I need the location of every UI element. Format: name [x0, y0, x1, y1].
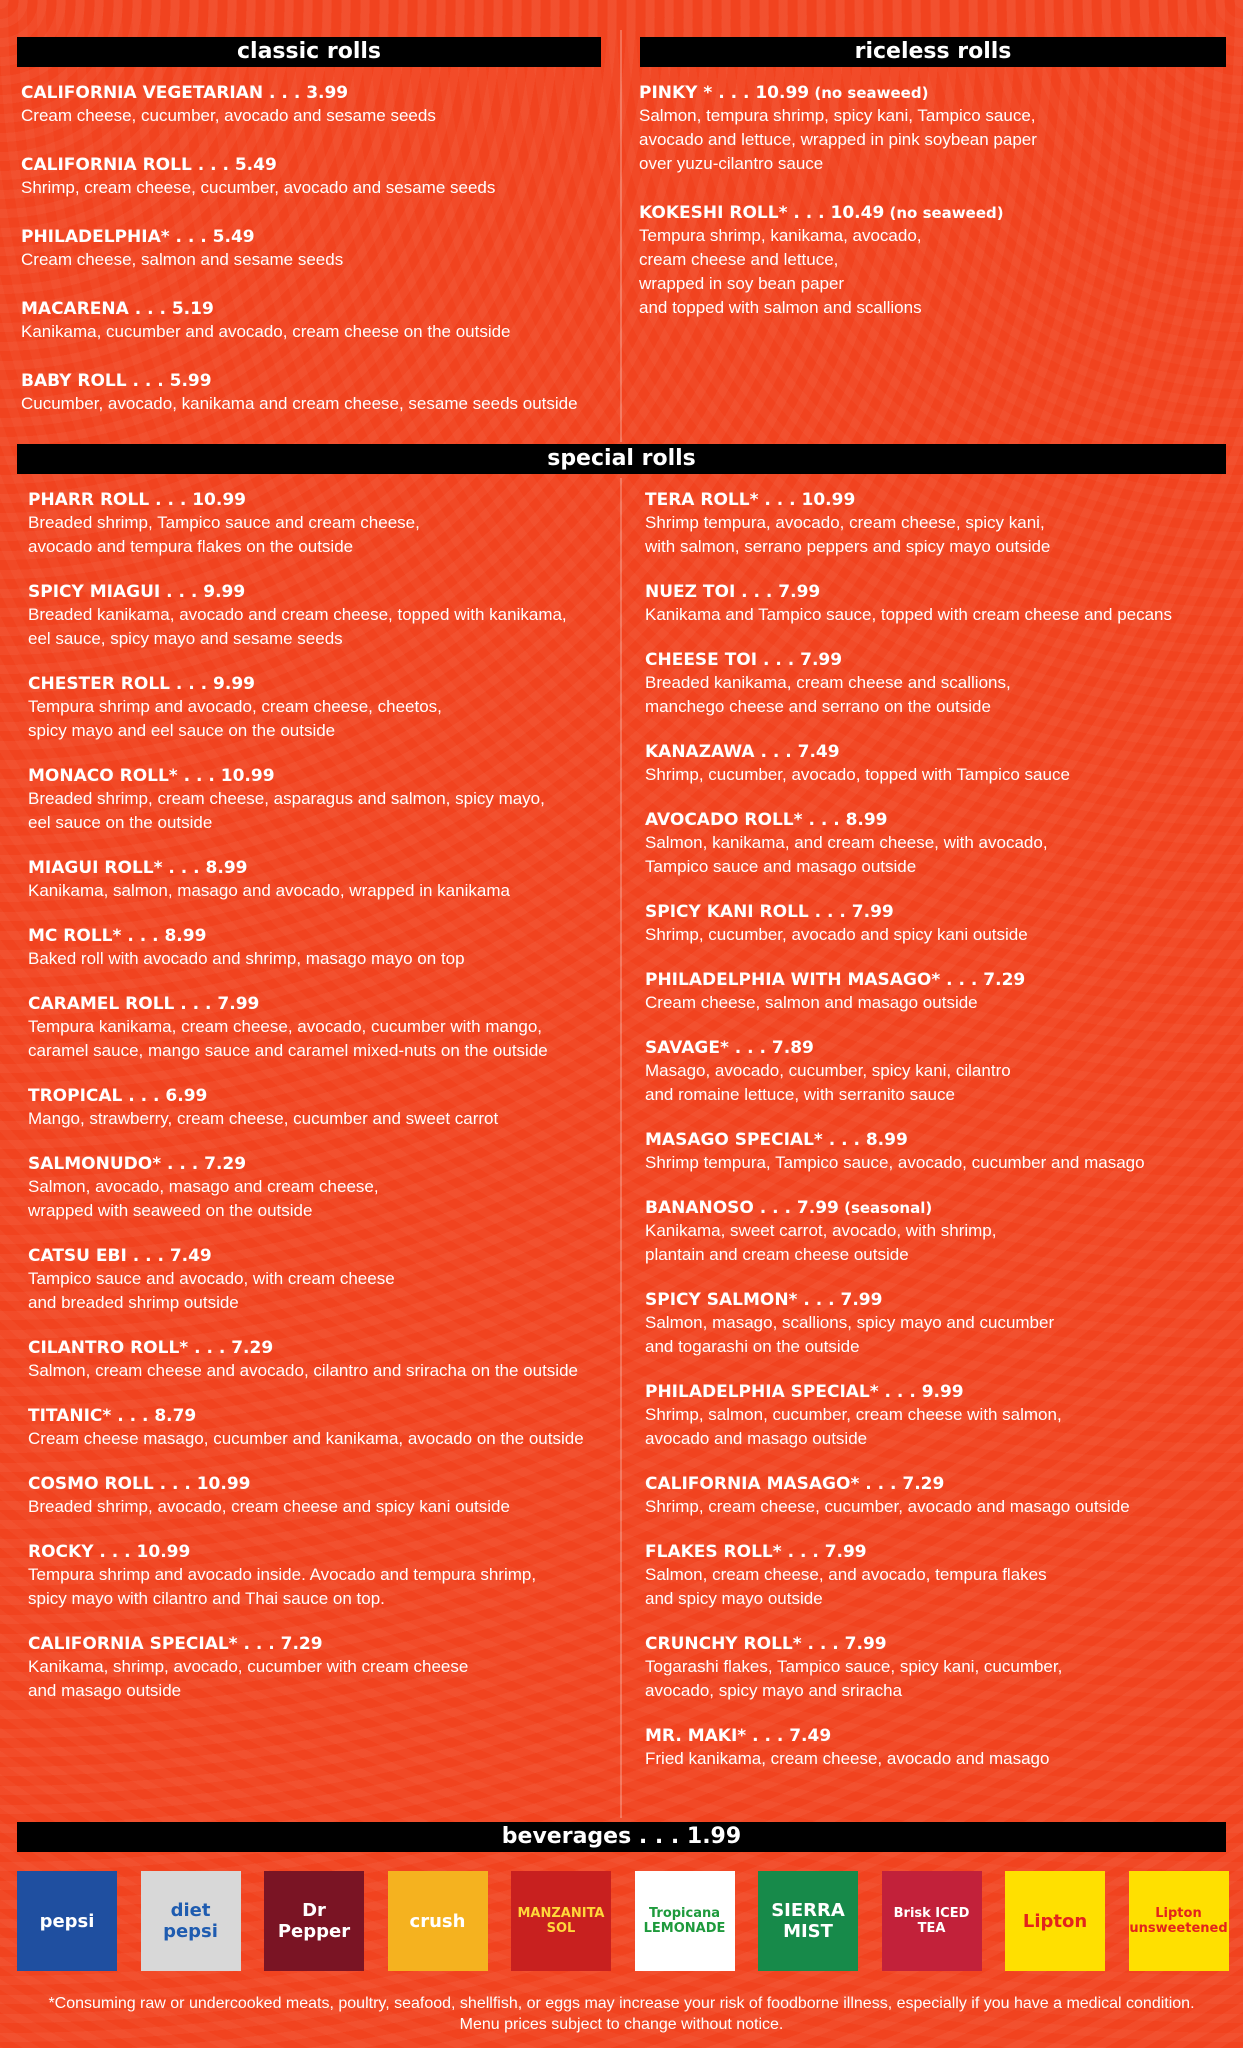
menu-item-title	[28, 1245, 618, 1267]
menu-item-description: Salmon, avocado, masago and cream cheese, wrapped with seaweed on the outside	[28, 1177, 379, 1220]
menu-item-name-price: CALIFORNIA SPECIAL* . . . 7.29	[28, 1634, 323, 1654]
special-divider	[620, 478, 622, 1818]
menu-item-name-price: MC ROLL* . . . 8.99	[28, 926, 207, 946]
menu-item-name-price: KOKESHI ROLL* . . . 10.49	[639, 203, 885, 223]
menu-item-description: Salmon, masago, scallions, spicy mayo and cucumber and togarashi on the outside	[645, 1313, 1055, 1356]
menu-item-note: (seasonal)	[838, 1199, 933, 1217]
menu-item-description: Shrimp tempura, Tampico sauce, avocado, cucumber and masago	[645, 1153, 1145, 1172]
menu-item-description: Breaded shrimp, cream cheese, asparagus and salmon, spicy mayo, eel sauce on the outside	[28, 789, 545, 832]
menu-item-description: Kanikama and Tampico sauce, topped with cream cheese and pecans	[645, 605, 1173, 624]
menu-item	[645, 1473, 1235, 1519]
menu-item	[28, 765, 618, 835]
menu-item-title	[639, 202, 1219, 224]
menu-item-description: Mango, strawberry, cream cheese, cucumber and sweet carrot	[28, 1109, 499, 1128]
menu-item-name-price: CHESTER ROLL . . . 9.99	[28, 674, 255, 694]
menu-item	[645, 1541, 1235, 1611]
menu-item	[645, 1197, 1235, 1267]
menu-item-description: Breaded kanikama, avocado and cream cheese, topped with kanikama, eel sauce, spicy mayo and sesame seeds	[28, 605, 567, 648]
menu-item	[28, 673, 618, 743]
special-rolls-header: special rolls	[17, 444, 1226, 474]
beverages-header: beverages . . . 1.99	[17, 1822, 1226, 1852]
menu-item-description: Fried kanikama, cream cheese, avocado and masago	[645, 1749, 1050, 1768]
tropicana-lemonade-logo: Tropicana LEMONADE	[635, 1871, 735, 1971]
menu-item-description: Cream cheese masago, cucumber and kanikama, avocado on the outside	[28, 1429, 584, 1448]
menu-item	[645, 1633, 1235, 1703]
menu-item-title	[639, 82, 1219, 104]
menu-item-title	[645, 581, 1235, 603]
menu-item-title	[28, 1085, 618, 1107]
menu-item-name-price: PINKY * . . . 10.99	[639, 83, 810, 103]
menu-item	[645, 1129, 1235, 1175]
menu-item-description: Tempura shrimp, kanikama, avocado, cream cheese and lettuce, wrapped in soy bean paper and topped with salmon and scallions	[639, 226, 922, 317]
menu-item-title	[645, 489, 1235, 511]
menu-item-description: Togarashi flakes, Tampico sauce, spicy kani, cucumber, avocado, spicy mayo and sriracha	[645, 1657, 1063, 1700]
menu-item-title	[645, 1037, 1235, 1059]
menu-item-description: Shrimp, cucumber, avocado and spicy kani outside	[645, 925, 1028, 944]
beverage-logos	[17, 1871, 1227, 1971]
lipton-logo: Lipton	[1005, 1871, 1105, 1971]
price-notice-line: Menu prices subject to change without notice.	[459, 2016, 784, 2033]
menu-item	[28, 1473, 618, 1519]
menu-item	[645, 901, 1235, 947]
menu-item-title	[645, 901, 1235, 923]
classic-rolls-list	[21, 82, 611, 442]
sierra-mist-logo: SIERRA MIST	[758, 1871, 858, 1971]
menu-item-name-price: COSMO ROLL . . . 10.99	[28, 1474, 251, 1494]
menu-item-description: Salmon, cream cheese, and avocado, tempura flakes and spicy mayo outside	[645, 1565, 1047, 1608]
menu-item-description: Shrimp, salmon, cucumber, cream cheese with salmon, avocado and masago outside	[645, 1405, 1062, 1448]
footer-disclaimer	[0, 1993, 1243, 2035]
menu-item-description: Baked roll with avocado and shrimp, masago mayo on top	[28, 949, 465, 968]
menu-item	[645, 581, 1235, 627]
menu-item-title	[645, 1129, 1235, 1151]
menu-item-name-price: MIAGUI ROLL* . . . 8.99	[28, 858, 248, 878]
menu-item-title	[21, 226, 611, 248]
menu-item	[645, 1725, 1235, 1771]
menu-item-description: Breaded kanikama, cream cheese and scallions, manchego cheese and serrano on the outside	[645, 673, 1011, 716]
riceless-rolls-list	[639, 82, 1219, 346]
menu-item-description: Kanikama, shrimp, avocado, cucumber with cream cheese and masago outside	[28, 1657, 469, 1700]
manzanita-sol-logo: MANZANITA SOL	[511, 1871, 611, 1971]
classic-rolls-header: classic rolls	[17, 37, 601, 67]
menu-item-description: Tempura shrimp and avocado, cream cheese, cheetos, spicy mayo and eel sauce on the outside	[28, 697, 442, 740]
menu-item-title	[28, 1405, 618, 1427]
menu-item-title	[28, 581, 618, 603]
menu-item	[28, 1085, 618, 1131]
menu-item-title	[28, 1337, 618, 1359]
menu-item-name-price: CARAMEL ROLL . . . 7.99	[28, 994, 260, 1014]
menu-item-description: Shrimp, cream cheese, cucumber, avocado and masago outside	[645, 1497, 1130, 1516]
menu-item-description: Salmon, kanikama, and cream cheese, with avocado, Tampico sauce and masago outside	[645, 833, 1048, 876]
menu-item-description: Breaded shrimp, Tampico sauce and cream cheese, avocado and tempura flakes on the outside	[28, 513, 420, 556]
menu-item-name-price: SPICY KANI ROLL . . . 7.99	[645, 902, 894, 922]
menu-item	[645, 1289, 1235, 1359]
brisk-logo: Brisk ICED TEA	[882, 1871, 982, 1971]
menu-item-name-price: PHILADELPHIA SPECIAL* . . . 9.99	[645, 1382, 964, 1402]
menu-item-name-price: PHARR ROLL . . . 10.99	[28, 490, 246, 510]
menu-item-name-price: MASAGO SPECIAL* . . . 8.99	[645, 1130, 908, 1150]
menu-item	[639, 202, 1219, 320]
menu-item	[28, 925, 618, 971]
menu-item-name-price: FLAKES ROLL* . . . 7.99	[645, 1542, 867, 1562]
menu-item	[28, 1153, 618, 1223]
menu-item-name-price: KANAZAWA . . . 7.49	[645, 742, 840, 762]
menu-item-name-price: PHILADELPHIA* . . . 5.49	[21, 227, 255, 247]
menu-item-title	[645, 1289, 1235, 1311]
menu-item-title	[645, 649, 1235, 671]
menu-item	[28, 1541, 618, 1611]
menu-item	[645, 809, 1235, 879]
menu-item-description: Kanikama, sweet carrot, avocado, with shrimp, plantain and cream cheese outside	[645, 1221, 997, 1264]
diet-pepsi-logo: diet pepsi	[141, 1871, 241, 1971]
menu-item-name-price: BABY ROLL . . . 5.99	[21, 371, 212, 391]
menu-item-title	[28, 925, 618, 947]
menu-item	[28, 993, 618, 1063]
menu-item-description: Cream cheese, salmon and sesame seeds	[21, 250, 344, 269]
menu-item	[28, 1633, 618, 1703]
menu-item-name-price: BANANOSO . . . 7.99	[645, 1198, 839, 1218]
menu-item-name-price: CALIFORNIA ROLL . . . 5.49	[21, 155, 277, 175]
menu-item-name-price: TROPICAL . . . 6.99	[28, 1086, 208, 1106]
menu-item-title	[645, 969, 1235, 991]
special-rolls-left-list	[28, 489, 618, 1725]
menu-item-title	[645, 1541, 1235, 1563]
dr-pepper-logo: Dr Pepper	[264, 1871, 364, 1971]
menu-item	[645, 969, 1235, 1015]
menu-item-name-price: CATSU EBI . . . 7.49	[28, 1246, 212, 1266]
menu-item-name-price: NUEZ TOI . . . 7.99	[645, 582, 821, 602]
menu-item-description: Shrimp, cucumber, avocado, topped with Tampico sauce	[645, 765, 1070, 784]
lipton-unsweetened-logo: Lipton unsweetened	[1129, 1871, 1229, 1971]
menu-item-title	[21, 298, 611, 320]
riceless-rolls-header: riceless rolls	[640, 37, 1226, 67]
menu-item-name-price: SAVAGE* . . . 7.89	[645, 1038, 814, 1058]
menu-item-name-price: CHEESE TOI . . . 7.99	[645, 650, 843, 670]
menu-item-name-price: SPICY MIAGUI . . . 9.99	[28, 582, 246, 602]
menu-item-title	[21, 154, 611, 176]
menu-item	[645, 489, 1235, 559]
disclaimer-line: *Consuming raw or undercooked meats, poultry, seafood, shellfish, or eggs may increase your risk of foodborne illness, especially if you have a medical condition.	[48, 1995, 1195, 2012]
menu-item-title	[645, 1725, 1235, 1747]
menu-item-note: (no seaweed)	[809, 84, 929, 102]
menu-item-title	[645, 1381, 1235, 1403]
menu-item-title	[645, 741, 1235, 763]
menu-item	[28, 581, 618, 651]
menu-item-name-price: TERA ROLL* . . . 10.99	[645, 490, 856, 510]
column-divider	[620, 30, 622, 442]
menu-item-name-price: CILANTRO ROLL* . . . 7.29	[28, 1338, 274, 1358]
menu-item	[21, 154, 611, 200]
menu-item-title	[21, 370, 611, 392]
menu-item	[639, 82, 1219, 176]
menu-item	[21, 298, 611, 344]
menu-item-title	[28, 489, 618, 511]
menu-item-title	[28, 993, 618, 1015]
menu-item-name-price: SALMONUDO* . . . 7.29	[28, 1154, 247, 1174]
menu-item-name-price: PHILADELPHIA WITH MASAGO* . . . 7.29	[645, 970, 1026, 990]
menu-item	[21, 226, 611, 272]
menu-item-title	[645, 1473, 1235, 1495]
menu-item-name-price: TITANIC* . . . 8.79	[28, 1406, 197, 1426]
special-rolls-right-list	[645, 489, 1235, 1793]
menu-item	[645, 1037, 1235, 1107]
menu-item	[645, 1381, 1235, 1451]
menu-item	[28, 1245, 618, 1315]
menu-item-description: Cream cheese, salmon and masago outside	[645, 993, 978, 1012]
menu-item	[28, 489, 618, 559]
menu-item-title	[28, 1541, 618, 1563]
menu-item-description: Shrimp tempura, avocado, cream cheese, spicy kani, with salmon, serrano peppers and spicy mayo outside	[645, 513, 1051, 556]
menu-item-description: Cream cheese, cucumber, avocado and sesame seeds	[21, 106, 436, 125]
menu-item	[28, 1405, 618, 1451]
pepsi-logo: pepsi	[17, 1871, 117, 1971]
crush-logo: crush	[388, 1871, 488, 1971]
menu-item-description: Salmon, cream cheese and avocado, cilantro and sriracha on the outside	[28, 1361, 578, 1380]
menu-item-description: Tempura shrimp and avocado inside. Avocado and tempura shrimp, spicy mayo with cilantro and Thai sauce on top.	[28, 1565, 537, 1608]
menu-item-title	[21, 82, 611, 104]
menu-item-description: Salmon, tempura shrimp, spicy kani, Tampico sauce, avocado and lettuce, wrapped in pink soybean paper over yuzu-cilantro sauce	[639, 106, 1037, 173]
menu-item-name-price: SPICY SALMON* . . . 7.99	[645, 1290, 883, 1310]
menu-item-description: Kanikama, cucumber and avocado, cream cheese on the outside	[21, 322, 511, 341]
menu-item-title	[645, 1197, 1235, 1219]
menu-item-description: Tempura kanikama, cream cheese, avocado, cucumber with mango, caramel sauce, mango sauce and caramel mixed-nuts on the outside	[28, 1017, 548, 1060]
menu-item-name-price: CRUNCHY ROLL* . . . 7.99	[645, 1634, 887, 1654]
menu-item	[645, 741, 1235, 787]
menu-item-name-price: AVOCADO ROLL* . . . 8.99	[645, 810, 888, 830]
menu-item-description: Tampico sauce and avocado, with cream cheese and breaded shrimp outside	[28, 1269, 395, 1312]
menu-item-name-price: CALIFORNIA VEGETARIAN . . . 3.99	[21, 83, 349, 103]
menu-item	[645, 649, 1235, 719]
menu-item-title	[28, 1633, 618, 1655]
menu-item-name-price: ROCKY . . . 10.99	[28, 1542, 191, 1562]
menu-item-name-price: MONACO ROLL* . . . 10.99	[28, 766, 275, 786]
menu-item-title	[28, 673, 618, 695]
menu-item-description: Masago, avocado, cucumber, spicy kani, cilantro and romaine lettuce, with serranito sauce	[645, 1061, 1011, 1104]
menu-item-title	[645, 809, 1235, 831]
menu-item-title	[28, 765, 618, 787]
menu-item-description: Cucumber, avocado, kanikama and cream cheese, sesame seeds outside	[21, 394, 578, 413]
menu-item-title	[28, 1153, 618, 1175]
menu-item-note: (no seaweed)	[884, 204, 1004, 222]
menu-item-description: Breaded shrimp, avocado, cream cheese and spicy kani outside	[28, 1497, 510, 1516]
menu-item-title	[645, 1633, 1235, 1655]
menu-item-name-price: MR. MAKI* . . . 7.49	[645, 1726, 832, 1746]
menu-item-name-price: CALIFORNIA MASAGO* . . . 7.29	[645, 1474, 945, 1494]
menu-item-description: Kanikama, salmon, masago and avocado, wrapped in kanikama	[28, 881, 510, 900]
menu-item-title	[28, 1473, 618, 1495]
menu-item-description: Shrimp, cream cheese, cucumber, avocado and sesame seeds	[21, 178, 496, 197]
menu-item	[28, 1337, 618, 1383]
menu-item-title	[28, 857, 618, 879]
menu-item	[21, 370, 611, 416]
menu-item	[28, 857, 618, 903]
menu-item	[21, 82, 611, 128]
menu-item-name-price: MACARENA . . . 5.19	[21, 299, 214, 319]
